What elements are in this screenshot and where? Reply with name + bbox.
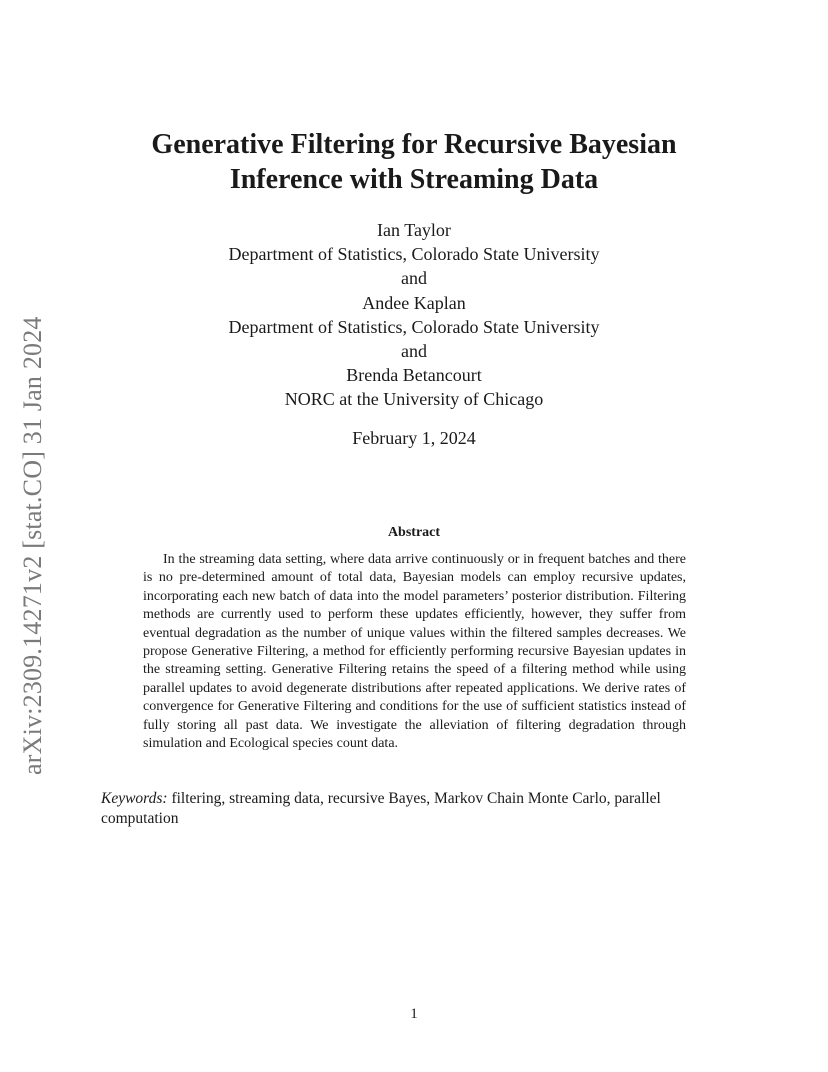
author-name: Brenda Betancourt — [346, 365, 482, 386]
author-block — [0, 218, 828, 412]
arxiv-identifier: arXiv:2309.14271v2 [stat.CO] 31 Jan 2024 — [18, 316, 47, 775]
author-name: Ian Taylor — [377, 220, 451, 240]
author-affiliation: NORC at the University of Chicago — [284, 389, 544, 410]
page-number: 1 — [410, 1006, 418, 1022]
abstract-heading: Abstract — [387, 525, 441, 540]
publication-date: February 1, 2024 — [352, 428, 476, 448]
author-affiliation: Department of Statistics, Colorado State University — [228, 316, 600, 337]
author-separator: and — [401, 268, 427, 289]
title-line-2: Inference with Streaming Data — [229, 164, 599, 195]
keywords-text: filtering, streaming data, recursive Bayes, Markov Chain Monte Carlo, parallel computation — [101, 790, 661, 827]
author-affiliation: Department of Statistics, Colorado State University — [228, 244, 600, 265]
paper-title — [0, 127, 828, 197]
keywords-label: Keywords: — [101, 790, 168, 807]
author-name: Andee Kaplan — [362, 292, 466, 313]
title-line-1: Generative Filtering for Recursive Bayesian — [151, 129, 677, 160]
author-separator: and — [401, 341, 427, 362]
keywords — [101, 789, 727, 828]
abstract-text: In the streaming data setting, where data arrive continuously or in frequent batches and there is no pre-determined amount of total data, Bayesian models can employ recursive updates, incorporating each new batch of data into the model parameters’ posterior distribution. Filtering methods are currently used to perform these updates efficiently, however, they suffer from eventual degradation as the number of unique values within the filtered samples decreases. We propose Generative Filtering, a method for efficiently performing recursive Bayesian updates in the streaming setting. Generative Filtering retains the speed of a filtering method while using parallel updates to avoid degenerate distributions after repeated applications. We derive rates of convergence for Generative Filtering and conditions for the use of sufficient statistics instead of fully storing all past data. We investigate the alleviation of filtering degradation through simulation and Ecological species count data. — [143, 552, 686, 752]
